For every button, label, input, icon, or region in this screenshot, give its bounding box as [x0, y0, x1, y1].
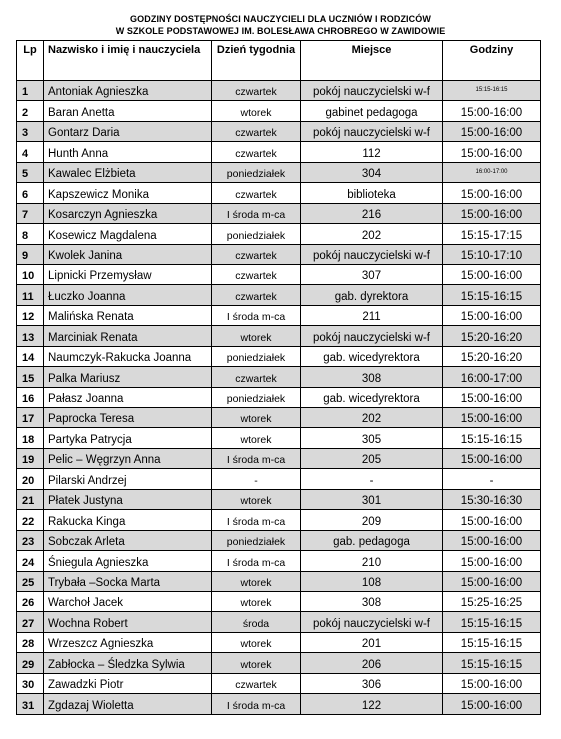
- teacher-name-cell: Pilarski Andrzej: [44, 469, 212, 489]
- hours-cell: 15:00-16:00: [443, 183, 541, 203]
- teacher-name-cell: Zawadzki Piotr: [44, 673, 212, 693]
- hours-cell: 15:15-16:15: [443, 612, 541, 632]
- place-cell: 122: [301, 694, 443, 714]
- hours-cell: 15:15-16:15: [443, 632, 541, 652]
- hours-cell: 15:00-16:00: [443, 121, 541, 141]
- row-number-cell: 9: [17, 244, 44, 264]
- row-number-cell: 25: [17, 571, 44, 591]
- teacher-name-cell: Pałasz Joanna: [44, 387, 212, 407]
- place-cell: biblioteka: [301, 183, 443, 203]
- row-number-cell: 13: [17, 326, 44, 346]
- place-cell: 211: [301, 305, 443, 325]
- place-cell: pokój nauczycielski w-f: [301, 121, 443, 141]
- table-row: [17, 244, 541, 264]
- place-cell: 201: [301, 632, 443, 652]
- table-row: [17, 428, 541, 448]
- hours-cell: 15:25-16:25: [443, 591, 541, 611]
- row-number-cell: 23: [17, 530, 44, 550]
- weekday-cell: -: [212, 469, 301, 489]
- table-row: [17, 121, 541, 141]
- hours-cell: 15:00-16:00: [443, 305, 541, 325]
- place-cell: 210: [301, 551, 443, 571]
- hours-cell: 15:30-16:30: [443, 489, 541, 509]
- row-number-cell: 8: [17, 224, 44, 244]
- availability-table: [16, 40, 541, 715]
- weekday-cell: I środa m-ca: [212, 694, 301, 714]
- weekday-cell: wtorek: [212, 326, 301, 346]
- teacher-name-cell: Płatek Justyna: [44, 489, 212, 509]
- hours-cell: 16:00-17:00: [443, 162, 541, 182]
- weekday-cell: wtorek: [212, 591, 301, 611]
- hours-cell: 15:15-16:15: [443, 285, 541, 305]
- weekday-cell: czwartek: [212, 673, 301, 693]
- weekday-cell: I środa m-ca: [212, 448, 301, 468]
- hours-cell: 15:00-16:00: [443, 264, 541, 284]
- teacher-name-cell: Trybała –Socka Marta: [44, 571, 212, 591]
- row-number-cell: 18: [17, 428, 44, 448]
- weekday-cell: I środa m-ca: [212, 551, 301, 571]
- hours-cell: 15:00-16:00: [443, 448, 541, 468]
- teacher-name-cell: Kwolek Janina: [44, 244, 212, 264]
- row-number-cell: 21: [17, 489, 44, 509]
- place-cell: 202: [301, 224, 443, 244]
- weekday-cell: poniedziałek: [212, 162, 301, 182]
- row-number-cell: 7: [17, 203, 44, 223]
- weekday-cell: poniedziałek: [212, 530, 301, 550]
- table-row: [17, 264, 541, 284]
- teacher-name-cell: Paprocka Teresa: [44, 408, 212, 428]
- weekday-cell: czwartek: [212, 142, 301, 162]
- row-number-cell: 29: [17, 653, 44, 673]
- row-number-cell: 22: [17, 510, 44, 530]
- place-cell: 308: [301, 591, 443, 611]
- place-cell: -: [301, 469, 443, 489]
- row-number-cell: 4: [17, 142, 44, 162]
- teacher-name-cell: Śniegula Agnieszka: [44, 551, 212, 571]
- weekday-cell: wtorek: [212, 428, 301, 448]
- hours-cell: 15:00-16:00: [443, 101, 541, 121]
- row-number-cell: 24: [17, 551, 44, 571]
- table-row: [17, 183, 541, 203]
- hours-cell: 15:00-16:00: [443, 408, 541, 428]
- table-header-row: [17, 41, 541, 81]
- weekday-cell: I środa m-ca: [212, 203, 301, 223]
- hours-cell: 16:00-17:00: [443, 367, 541, 387]
- weekday-cell: czwartek: [212, 183, 301, 203]
- table-row: [17, 632, 541, 652]
- table-row: [17, 489, 541, 509]
- weekday-cell: wtorek: [212, 408, 301, 428]
- place-cell: 307: [301, 264, 443, 284]
- hours-cell: 15:00-16:00: [443, 510, 541, 530]
- document-title: GODZINY DOSTĘPNOŚCI NAUCZYCIELI DLA UCZNIÓW I RODZICÓW: [130, 14, 431, 24]
- hours-cell: 15:00-16:00: [443, 530, 541, 550]
- teacher-name-cell: Kosewicz Magdalena: [44, 224, 212, 244]
- weekday-cell: wtorek: [212, 632, 301, 652]
- table-row: [17, 326, 541, 346]
- table-row: [17, 448, 541, 468]
- teacher-name-cell: Rakucka Kinga: [44, 510, 212, 530]
- row-number-cell: 28: [17, 632, 44, 652]
- teacher-name-cell: Lipnicki Przemysław: [44, 264, 212, 284]
- table-row: [17, 101, 541, 121]
- place-cell: 108: [301, 571, 443, 591]
- table-row: [17, 346, 541, 366]
- row-number-cell: 15: [17, 367, 44, 387]
- weekday-cell: I środa m-ca: [212, 305, 301, 325]
- table-row: [17, 571, 541, 591]
- table-row: [17, 612, 541, 632]
- teacher-name-cell: Kosarczyn Agnieszka: [44, 203, 212, 223]
- table-row: [17, 510, 541, 530]
- table-body: [17, 81, 541, 715]
- weekday-cell: wtorek: [212, 101, 301, 121]
- header-day: Dzień tygodnia: [212, 41, 301, 81]
- place-cell: 205: [301, 448, 443, 468]
- weekday-cell: wtorek: [212, 489, 301, 509]
- hours-cell: 15:20-16:20: [443, 326, 541, 346]
- teacher-name-cell: Baran Anetta: [44, 101, 212, 121]
- place-cell: gab. dyrektora: [301, 285, 443, 305]
- table-row: [17, 387, 541, 407]
- weekday-cell: czwartek: [212, 264, 301, 284]
- hours-cell: 15:00-16:00: [443, 142, 541, 162]
- row-number-cell: 16: [17, 387, 44, 407]
- place-cell: gab. pedagoga: [301, 530, 443, 550]
- hours-cell: 15:15-16:15: [443, 653, 541, 673]
- weekday-cell: czwartek: [212, 367, 301, 387]
- row-number-cell: 19: [17, 448, 44, 468]
- teacher-name-cell: Warchoł Jacek: [44, 591, 212, 611]
- teacher-name-cell: Antoniak Agnieszka: [44, 81, 212, 101]
- row-number-cell: 12: [17, 305, 44, 325]
- hours-cell: 15:00-16:00: [443, 203, 541, 223]
- hours-cell: 15:00-16:00: [443, 673, 541, 693]
- table-row: [17, 203, 541, 223]
- row-number-cell: 30: [17, 673, 44, 693]
- hours-cell: 15:15-16:15: [443, 428, 541, 448]
- row-number-cell: 20: [17, 469, 44, 489]
- row-number-cell: 26: [17, 591, 44, 611]
- header-name: Nazwisko i imię i nauczyciela: [44, 41, 212, 81]
- row-number-cell: 6: [17, 183, 44, 203]
- table-row: [17, 653, 541, 673]
- place-cell: 304: [301, 162, 443, 182]
- teacher-name-cell: Naumczyk-Rakucka Joanna: [44, 346, 212, 366]
- row-number-cell: 10: [17, 264, 44, 284]
- weekday-cell: środa: [212, 612, 301, 632]
- place-cell: 301: [301, 489, 443, 509]
- weekday-cell: wtorek: [212, 653, 301, 673]
- place-cell: 306: [301, 673, 443, 693]
- header-lp: Lp: [17, 41, 44, 81]
- table-row: [17, 162, 541, 182]
- header-hours: Godziny: [443, 41, 541, 81]
- teacher-name-cell: Sobczak Arleta: [44, 530, 212, 550]
- row-number-cell: 11: [17, 285, 44, 305]
- hours-cell: 15:00-16:00: [443, 694, 541, 714]
- row-number-cell: 31: [17, 694, 44, 714]
- row-number-cell: 14: [17, 346, 44, 366]
- table-row: [17, 694, 541, 714]
- teacher-name-cell: Gontarz Daria: [44, 121, 212, 141]
- teacher-name-cell: Pelic – Węgrzyn Anna: [44, 448, 212, 468]
- row-number-cell: 27: [17, 612, 44, 632]
- row-number-cell: 3: [17, 121, 44, 141]
- table-row: [17, 673, 541, 693]
- place-cell: 308: [301, 367, 443, 387]
- document-subtitle: W SZKOLE PODSTAWOWEJ IM. BOLESŁAWA CHROBREGO W ZAWIDOWIE: [115, 26, 446, 36]
- hours-cell: 15:15-17:15: [443, 224, 541, 244]
- weekday-cell: I środa m-ca: [212, 510, 301, 530]
- hours-cell: 15:00-16:00: [443, 551, 541, 571]
- table-row: [17, 142, 541, 162]
- place-cell: pokój nauczycielski w-f: [301, 612, 443, 632]
- teacher-name-cell: Kapszewicz Monika: [44, 183, 212, 203]
- row-number-cell: 5: [17, 162, 44, 182]
- weekday-cell: czwartek: [212, 244, 301, 264]
- table-row: [17, 551, 541, 571]
- row-number-cell: 17: [17, 408, 44, 428]
- weekday-cell: poniedziałek: [212, 387, 301, 407]
- place-cell: pokój nauczycielski w-f: [301, 81, 443, 101]
- teacher-name-cell: Zgdazaj Wioletta: [44, 694, 212, 714]
- place-cell: 216: [301, 203, 443, 223]
- table-row: [17, 530, 541, 550]
- table-row: [17, 224, 541, 244]
- hours-cell: -: [443, 469, 541, 489]
- table-row: [17, 408, 541, 428]
- place-cell: gab. wicedyrektora: [301, 387, 443, 407]
- place-cell: gabinet pedagoga: [301, 101, 443, 121]
- teacher-name-cell: Malińska Renata: [44, 305, 212, 325]
- hours-cell: 15:00-16:00: [443, 387, 541, 407]
- table-row: [17, 469, 541, 489]
- header-place: Miejsce: [301, 41, 443, 81]
- weekday-cell: poniedziałek: [212, 346, 301, 366]
- teacher-name-cell: Łuczko Joanna: [44, 285, 212, 305]
- table-row: [17, 81, 541, 101]
- table-row: [17, 591, 541, 611]
- weekday-cell: czwartek: [212, 81, 301, 101]
- hours-cell: 15:00-16:00: [443, 571, 541, 591]
- place-cell: 112: [301, 142, 443, 162]
- teacher-name-cell: Wrzeszcz Agnieszka: [44, 632, 212, 652]
- weekday-cell: wtorek: [212, 571, 301, 591]
- teacher-name-cell: Partyka Patrycja: [44, 428, 212, 448]
- place-cell: 305: [301, 428, 443, 448]
- place-cell: gab. wicedyrektora: [301, 346, 443, 366]
- weekday-cell: czwartek: [212, 121, 301, 141]
- place-cell: 209: [301, 510, 443, 530]
- hours-cell: 15:10-17:10: [443, 244, 541, 264]
- weekday-cell: poniedziałek: [212, 224, 301, 244]
- weekday-cell: czwartek: [212, 285, 301, 305]
- row-number-cell: 1: [17, 81, 44, 101]
- teacher-name-cell: Kawalec Elżbieta: [44, 162, 212, 182]
- hours-cell: 15:20-16:20: [443, 346, 541, 366]
- row-number-cell: 2: [17, 101, 44, 121]
- teacher-name-cell: Palka Mariusz: [44, 367, 212, 387]
- place-cell: 206: [301, 653, 443, 673]
- teacher-name-cell: Hunth Anna: [44, 142, 212, 162]
- table-row: [17, 285, 541, 305]
- table-row: [17, 305, 541, 325]
- place-cell: pokój nauczycielski w-f: [301, 326, 443, 346]
- teacher-name-cell: Zabłocka – Śledzka Sylwia: [44, 653, 212, 673]
- table-row: [17, 367, 541, 387]
- teacher-name-cell: Marciniak Renata: [44, 326, 212, 346]
- teacher-name-cell: Wochna Robert: [44, 612, 212, 632]
- place-cell: pokój nauczycielski w-f: [301, 244, 443, 264]
- hours-cell: 15:15-16:15: [443, 81, 541, 101]
- place-cell: 202: [301, 408, 443, 428]
